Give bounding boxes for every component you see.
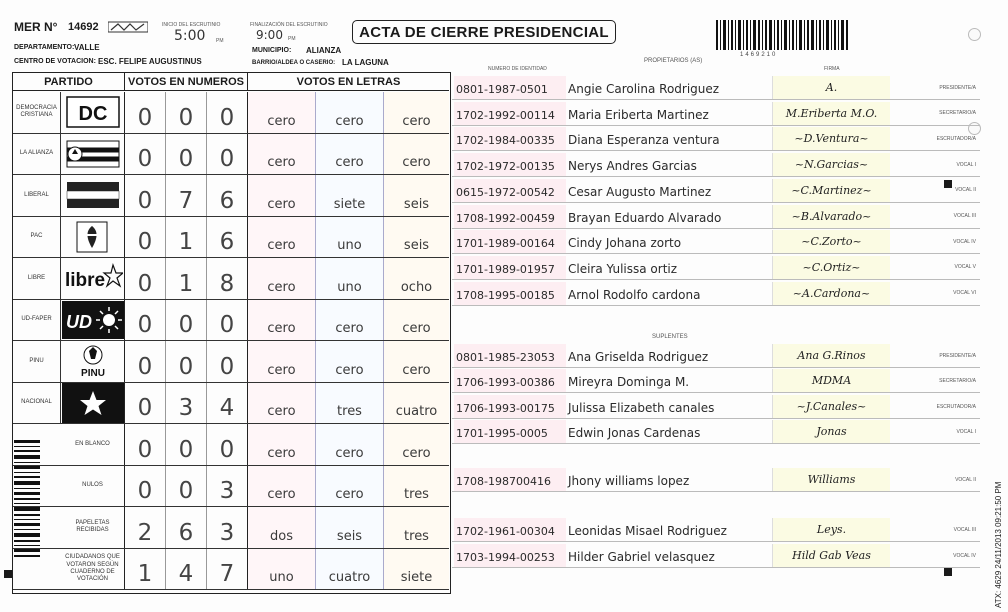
vote-digit: 8 [207, 258, 248, 299]
barcode-number: 1469210 [740, 52, 778, 58]
vote-digit: 1 [166, 258, 207, 299]
party-row [13, 258, 449, 300]
special-row-label: NULOS [61, 466, 125, 507]
vote-word: cero [248, 134, 316, 175]
vote-word: cero [248, 424, 316, 465]
party-name: PINU [13, 341, 61, 382]
member-role: VOCAL V [954, 264, 976, 271]
special-row-blank [13, 507, 61, 548]
muni-label: MUNICIPIO: [252, 47, 292, 54]
svg-text:libre: libre [64, 270, 105, 292]
member-role: VOCAL III [953, 213, 976, 219]
party-name: UD-FAPER [13, 300, 61, 341]
vote-word: cero [384, 341, 449, 382]
nacional-logo-icon [62, 383, 124, 423]
vote-word: cero [248, 258, 316, 299]
party-row [13, 134, 449, 176]
member-role: PRESIDENTE/A [939, 352, 976, 359]
barcode-icon [716, 20, 850, 50]
special-row-label: PAPELETAS RECIBIDAS [61, 507, 125, 548]
vote-digit: 0 [125, 134, 166, 175]
vote-word: cero [248, 175, 316, 216]
committee-member-row [452, 344, 980, 368]
member-name: Leonidas Misael Rodriguez [568, 524, 727, 538]
vote-word: seis [316, 507, 384, 548]
party-logo [61, 300, 125, 341]
vote-digit: 6 [207, 175, 248, 216]
member-role: ESCRUTADOR/A [936, 403, 976, 410]
member-role: SECRETARIO/A [939, 377, 976, 384]
vote-word: cero [384, 92, 449, 133]
party-name: LA ALIANZA [13, 134, 61, 175]
committee-member-row [452, 282, 980, 306]
party-row [13, 341, 449, 383]
vote-digit: 2 [125, 507, 166, 548]
member-signature: Ana G.Rinos [772, 344, 890, 367]
timestamp-stamp: ATX: 4629 24/11/2013 09:21:50 PM [994, 481, 1003, 608]
vote-digit: 0 [125, 175, 166, 216]
vote-digit: 0 [207, 134, 248, 175]
member-name: Hilder Gabriel velasquez [568, 550, 715, 564]
vote-word: siete [384, 549, 449, 590]
special-row-label: EN BLANCO [61, 424, 125, 465]
member-name: Cindy Johana zorto [568, 236, 682, 251]
party-name: PAC [13, 217, 61, 258]
committee-member-row [452, 544, 980, 568]
dept-value: VALLE [74, 43, 100, 52]
vote-word: cero [384, 424, 449, 465]
libre-logo-icon [63, 261, 123, 295]
vote-word: cuatro [316, 549, 384, 590]
liberal-flag-icon [65, 178, 121, 212]
vote-word: uno [316, 258, 384, 299]
vote-word: cuatro [384, 383, 449, 424]
vote-word: tres [384, 507, 449, 548]
party-row [13, 217, 449, 259]
member-name: Julissa Elizabeth canales [568, 401, 715, 415]
vote-word: cero [248, 300, 316, 341]
alianza-logo-icon [65, 137, 121, 171]
svg-text:PINU: PINU [80, 368, 105, 380]
party-logo [61, 383, 125, 424]
member-name: Mireyra Dominga M. [568, 375, 690, 389]
tse-logo-icon [108, 20, 148, 34]
vote-digit: 1 [125, 549, 166, 590]
vote-digit: 0 [125, 300, 166, 341]
committee-member-row [452, 127, 980, 151]
member-role: SECRETARIO/A [939, 110, 976, 117]
vote-digit: 0 [125, 383, 166, 424]
vote-word: tres [316, 383, 384, 424]
member-id: 1701-1989-01957 [454, 256, 566, 279]
vote-digit: 1 [166, 217, 207, 258]
special-row-blank [13, 549, 61, 590]
start-label: INICIO DEL ESCRUTINIO [162, 22, 221, 28]
committee-member-row [452, 179, 980, 203]
committee-member-row [452, 369, 980, 393]
committee-section [452, 58, 980, 598]
svg-text:DC: DC [78, 103, 107, 126]
member-signature: Hild Gab Veas [772, 544, 890, 567]
barrio-label: BARRIO/ALDEA O CASERIO: [252, 60, 336, 66]
party-name: LIBERAL [13, 175, 61, 216]
vote-word: dos [248, 507, 316, 548]
member-id: 1708-1995-00185 [454, 282, 566, 305]
party-logo [61, 134, 125, 175]
vote-digit: 0 [207, 300, 248, 341]
member-signature: Jonas [772, 420, 890, 443]
member-id: 1703-1994-00253 [454, 544, 566, 567]
member-role: VOCAL III [953, 526, 976, 533]
party-row [13, 92, 449, 134]
vote-digit: 6 [166, 507, 207, 548]
party-row [13, 549, 449, 591]
member-role: VOCAL II [955, 476, 976, 483]
ud-logo-icon [62, 301, 124, 339]
vote-digit: 0 [207, 92, 248, 133]
center-label: CENTRO DE VOTACION: [14, 58, 96, 65]
vote-digit: 0 [125, 466, 166, 507]
member-id: 1702-1984-00335 [454, 127, 566, 150]
member-role: ESCRUTADOR/A [936, 135, 976, 142]
vote-word: cero [316, 424, 384, 465]
member-name: Ana Griselda Rodriguez [568, 350, 709, 364]
special-row-blank [13, 466, 61, 507]
committee-member-row [452, 518, 980, 542]
member-signature: MDMA [772, 369, 890, 392]
vote-word: cero [248, 466, 316, 507]
vote-digit: 0 [207, 341, 248, 382]
committee-member-row [452, 205, 980, 229]
member-signature: ~C.Ortiz~ [772, 256, 890, 279]
vote-word: cero [248, 383, 316, 424]
committee-member-row [452, 153, 980, 177]
party-row [13, 175, 449, 217]
committee-member-row [452, 468, 980, 492]
party-row [13, 507, 449, 549]
start-time: 5:00 [174, 28, 206, 44]
party-logo [61, 92, 125, 133]
vote-digit: 0 [125, 258, 166, 299]
party-row [13, 300, 449, 342]
vote-word: cero [316, 134, 384, 175]
party-logo [61, 217, 125, 258]
member-signature: ~D.Ventura~ [772, 127, 890, 150]
vote-word: seis [384, 175, 449, 216]
vote-digit: 4 [207, 383, 248, 424]
vote-word: cero [316, 466, 384, 507]
votes-table [12, 72, 451, 594]
committee-member-row [452, 256, 980, 280]
member-id: 1702-1992-00114 [454, 102, 566, 125]
vote-word: cero [384, 300, 449, 341]
member-id: 0801-1987-0501 [454, 76, 566, 99]
member-name: Angie Carolina Rodriguez [568, 82, 720, 96]
vote-digit: 6 [207, 217, 248, 258]
vote-word: uno [316, 217, 384, 258]
muni-value: ALIANZA [306, 46, 342, 55]
vote-digit: 3 [207, 507, 248, 548]
punch-hole [968, 28, 981, 41]
member-signature: Williams [772, 468, 890, 491]
member-name: Jhony williams lopez [568, 474, 690, 488]
member-id: 0615-1972-00542 [454, 179, 566, 202]
party-name: DEMOCRACIA CRISTIANA [13, 92, 61, 133]
party-logo [61, 341, 125, 382]
member-name: Arnol Rodolfo cardona [568, 287, 701, 302]
member-name: Cesar Augusto Martinez [568, 184, 712, 199]
vote-digit: 0 [125, 341, 166, 382]
vote-word: cero [384, 134, 449, 175]
member-role: VOCAL II [955, 187, 976, 194]
owners-label: PROPIETARIOS (AS) [644, 58, 703, 64]
member-signature: ~C.Zorto~ [772, 230, 890, 253]
dept-label: DEPARTAMENTO: [14, 44, 75, 51]
member-id: 1701-1989-00164 [454, 230, 566, 253]
member-name: Diana Esperanza ventura [568, 133, 720, 148]
col-head-numbers: VOTOS EN NUMEROS [125, 73, 248, 91]
vote-digit: 0 [166, 134, 207, 175]
member-role: VOCAL VI [953, 290, 976, 297]
center-value: ESC. FELIPE AUGUSTINUS [98, 57, 202, 66]
vote-word: cero [248, 341, 316, 382]
member-signature: M.Eriberta M.O. [772, 102, 890, 125]
member-signature: A. [772, 76, 890, 99]
vote-word: seis [384, 217, 449, 258]
col-head-party: PARTIDO [13, 73, 125, 91]
party-logo [61, 175, 125, 216]
vote-word: cero [316, 92, 384, 133]
vote-word: cero [248, 217, 316, 258]
signature-column-label: FIRMA [824, 66, 840, 72]
vote-word: siete [316, 175, 384, 216]
party-row [13, 424, 449, 466]
vote-word: uno [248, 549, 316, 590]
committee-member-row [452, 395, 980, 419]
member-name: Nerys Andres Garcias [568, 159, 697, 174]
member-signature: Leys. [772, 518, 890, 541]
barrio-value: LA LAGUNA [342, 58, 389, 67]
member-id: 1702-1972-00135 [454, 153, 566, 176]
member-id: 1708-198700416 [454, 468, 566, 491]
vote-word: cero [316, 300, 384, 341]
svg-text:UD: UD [65, 311, 92, 332]
member-id: 1701-1995-0005 [454, 420, 566, 443]
vote-digit: 0 [166, 92, 207, 133]
start-ampm: PM [216, 38, 224, 44]
member-id: 1702-1961-00304 [454, 518, 566, 541]
vote-digit: 3 [166, 383, 207, 424]
registration-mark [4, 570, 12, 578]
member-role: VOCAL I [956, 161, 976, 168]
alternates-label: SUPLENTES [652, 334, 688, 340]
mer-number: 14692 [68, 21, 99, 33]
vote-digit: 7 [166, 175, 207, 216]
special-row-label: CIUDADANOS QUE VOTARON SEGÚN CUADERNO DE VOTACIÓN [61, 549, 125, 590]
pinu-logo-icon [65, 343, 121, 379]
member-id: 1708-1992-00459 [454, 205, 566, 228]
vote-digit: 0 [125, 424, 166, 465]
vote-digit: 7 [207, 549, 248, 590]
vote-word: cero [248, 92, 316, 133]
party-row [13, 466, 449, 508]
member-name: Cleira Yulissa ortiz [568, 261, 678, 276]
member-name: Edwin Jonas Cardenas [568, 426, 701, 440]
member-signature: ~B.Alvarado~ [772, 205, 890, 228]
document-title: ACTA DE CIERRE PRESIDENCIAL [352, 20, 616, 44]
member-signature: ~J.Canales~ [772, 395, 890, 418]
member-name: Maria Eriberta Martinez [568, 107, 709, 122]
party-row [13, 383, 449, 425]
vote-word: cero [316, 341, 384, 382]
party-logo [61, 258, 125, 299]
member-role: PRESIDENTE/A [939, 84, 976, 91]
vote-digit: 4 [166, 549, 207, 590]
party-name: NACIONAL [13, 383, 61, 424]
vote-digit: 0 [166, 466, 207, 507]
id-column-label: NUMERO DE IDENTIDAD [488, 66, 547, 72]
vote-digit: 0 [125, 92, 166, 133]
vote-digit: 0 [207, 424, 248, 465]
vote-word: tres [384, 466, 449, 507]
vote-digit: 0 [166, 341, 207, 382]
committee-member-row [452, 420, 980, 444]
vote-digit: 0 [166, 424, 207, 465]
member-name: Brayan Eduardo Alvarado [568, 210, 722, 225]
special-row-blank [13, 424, 61, 465]
vote-word: ocho [384, 258, 449, 299]
member-id: 1706-1993-00386 [454, 369, 566, 392]
member-id: 1706-1993-00175 [454, 395, 566, 418]
member-role: VOCAL IV [953, 238, 976, 245]
vote-digit: 0 [125, 217, 166, 258]
member-role: VOCAL IV [953, 552, 976, 559]
vote-digit: 3 [207, 466, 248, 507]
committee-member-row [452, 230, 980, 254]
member-signature: ~C.Martinez~ [772, 179, 890, 202]
end-ampm: PM [288, 36, 296, 42]
end-time: 9:00 [256, 28, 283, 42]
member-role: VOCAL I [956, 428, 976, 435]
committee-member-row [452, 102, 980, 126]
mer-label: MER N° [14, 20, 58, 34]
member-signature: ~A.Cardona~ [772, 282, 890, 305]
pac-logo-icon [65, 220, 121, 254]
party-name: LIBRE [13, 258, 61, 299]
member-signature: ~N.Garcias~ [772, 153, 890, 176]
col-head-letters: VOTOS EN LETRAS [248, 73, 449, 91]
committee-member-row [452, 76, 980, 100]
vote-digit: 0 [166, 300, 207, 341]
member-id: 0801-1985-23053 [454, 344, 566, 367]
dc-logo-icon [65, 95, 121, 129]
end-label: FINALIZACIÓN DEL ESCRUTINIO [250, 22, 328, 28]
